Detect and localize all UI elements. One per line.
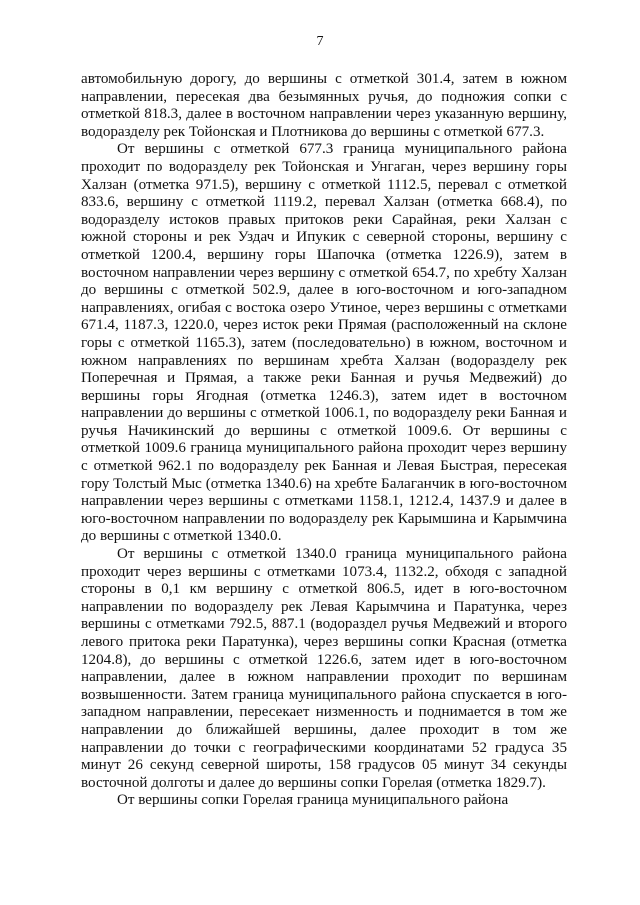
body-text — [81, 71, 567, 810]
paragraph-boundary-1340: От вершины с отметкой 1340.0 граница муниципального района проходит через вершины с отметками 1073.4, 1132.2, обходя с западной стороны в 0,1 км вершину с отметкой 806.5, идет в юго-восточном направлении по водоразделу рек Левая Карымчина и Паратунка, через вершины с отметками 792.5, 887.1 (водораздел ручья Медвежий и второго левого притока реки Паратунка), через вершины сопки Красная (отметка 1204.8), до вершины с отметкой 1226.6, затем идет в юго-восточном направлении, далее в южном направлении проходит по вершинам возвышенности. Затем граница муниципального района спускается в юго-западном направлении, пересекает низменность и поднимается в том же направлении до ближайшей вершины, далее проходит в том же направлении до точки с географическими координатами 52 градуса 35 минут 26 секунд северной широты, 158 градусов 05 минут 34 секунды восточной долготы и далее до вершины сопки Горелая (отметка 1829.7). — [81, 546, 567, 791]
page-number: 7 — [316, 34, 324, 49]
paragraph-boundary-677: От вершины с отметкой 677.3 граница муниципального района проходит по водоразделу рек Тойонская и Унгаган, через вершину горы Халзан (отметка 971.5), вершину с отметкой 1112.5, перевал с отметкой 833.6, вершину с отметкой 1119.2, перевал Халзан (отметка 668.4), по водоразделу истоков правых притоков реки Сарайная, реки Халзан с южной стороны и рек Уздач и Ипукик с северной стороны, вершину с отметкой 1200.4, вершину горы Шапочка (отметка 1226.9), затем в восточном направлении через вершину с отметкой 654.7, по хребту Халзан до вершины с отметкой 502.9, далее в юго-восточном и юго-западном направлениях, огибая с востока озеро Утиное, через вершины с отметками 671.4, 1187.3, 1220.0, через исток реки Прямая (расположенный на склоне горы с отметкой 1165.3), затем (последовательно) в южном, восточном и южном направлениях по вершинам хребта Халзан (водоразделу рек Поперечная и Прямая, а также реки Банная и ручья Медвежий) до вершины горы Ягодная (отметка 1246.3), затем идет в восточном направлении до вершины с отметкой 1006.1, по водоразделу реки Банная и ручья Начикинский до вершины с отметкой 1009.6. От вершины с отметкой 1009.6 граница муниципального района проходит через вершину с отметкой 962.1 по водоразделу рек Банная и Левая Быстрая, пересекая гору Толстый Мыс (отметка 1340.6) на хребте Балаганчик в юго-восточном направлении через вершины с отметками 1158.1, 1212.4, 1437.9 и далее в юго-восточном направлении по водоразделу рек Карымшина и Карымчина до вершины с отметкой 1340.0. — [81, 141, 567, 545]
paragraph-boundary-gorelaya: От вершины сопки Горелая граница муниципального района — [117, 792, 509, 809]
paragraph-continuation: автомобильную дорогу, до вершины с отметкой 301.4, затем в южном направлении, пересекая два безымянных ручья, до подножия сопки с отметкой 818.3, далее в восточном направлении через указанную вершину, водоразделу рек Тойонская и Плотникова до вершины с отметкой 677.3. — [81, 71, 567, 140]
